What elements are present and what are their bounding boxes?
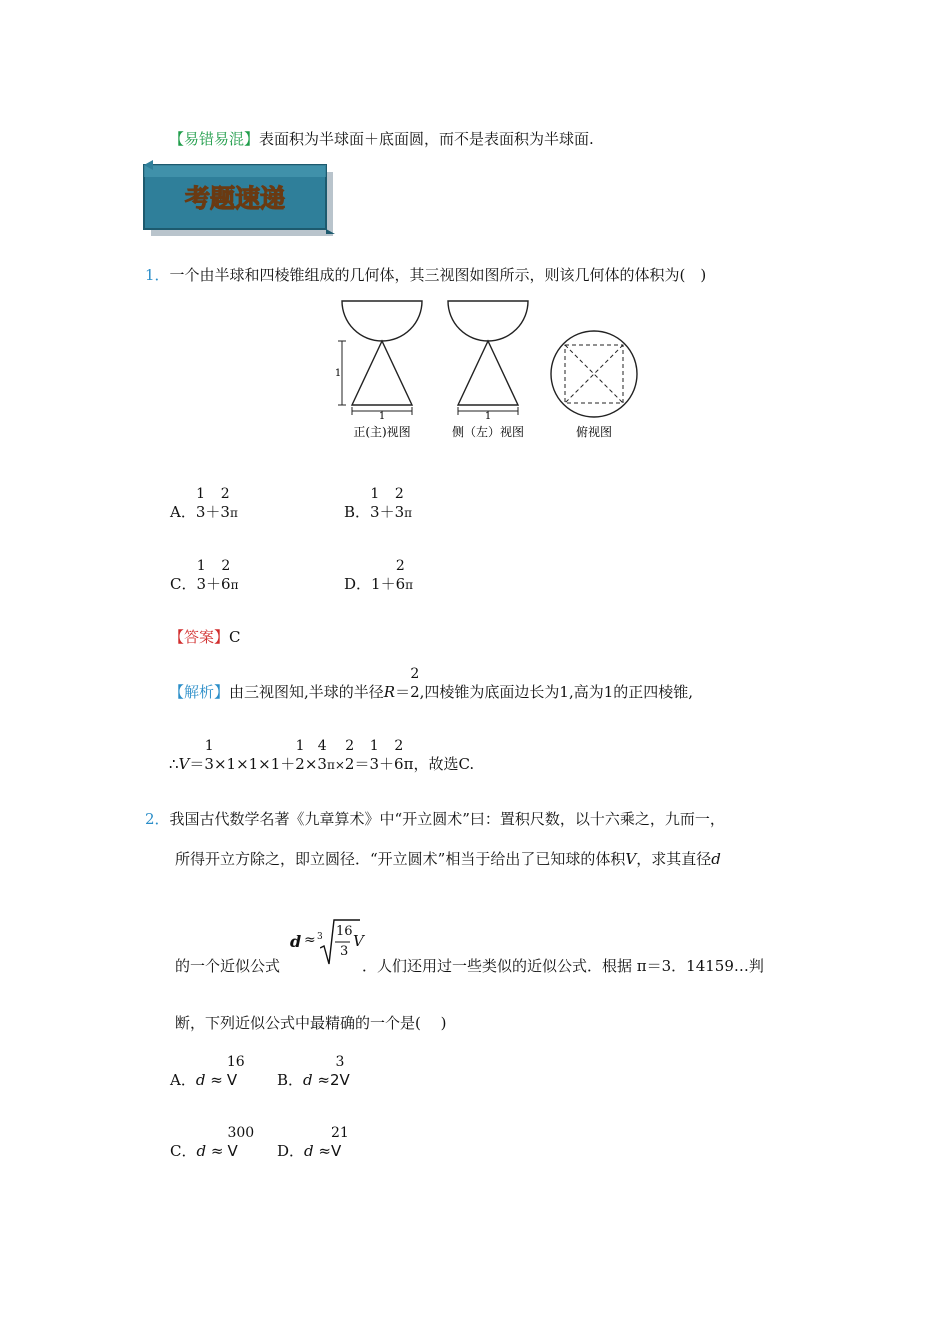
front-view-label: 正(主)视图 [353,425,411,439]
q1-analysis-line1: 【解析】由三视图知,半球的半径R＝ 2 2,四棱锥为底面边长为1,高为1的正四棱锥, [169,666,694,701]
answer-bracket: 【答案】 [169,628,230,646]
analysis-bracket: 【解析】 [169,683,230,701]
side-view-label: 侧（左）视图 [451,425,525,439]
side-width-dim: 1 [484,411,492,422]
q1-option-b[interactable]: B． 1 3＋ 2 3π [344,486,413,521]
q2-line3a: 的一个近似公式 [175,957,281,975]
q1-option-d[interactable]: D．1＋ 2 6π [344,558,414,593]
answer-value: C [229,628,241,646]
three-view-figure [320,293,650,445]
q1-number: 1． [145,266,170,284]
q1-text: 一个由半球和四棱锥组成的几何体，其三视图如图所示，则该几何体的体积为( ) [169,266,707,284]
q2-option-a[interactable]: A．d ≈ 16 V [170,1054,245,1089]
tip-line [169,128,594,149]
q1-option-a[interactable]: A． 1 3＋ 2 3π [170,486,238,521]
q2-number: 2． [145,810,170,828]
q1-option-c[interactable]: C． 1 3＋ 2 6π [170,558,239,593]
top-view-label: 俯视图 [575,425,613,439]
front-view [338,301,422,415]
q2-option-c[interactable]: C．d ≈ 300 V [170,1125,255,1160]
q2-line3b: ．人们还用过一些类似的近似公式．根据 π＝3．14159…判 [362,957,764,975]
q1-stem [145,264,706,285]
front-height-dim: 1 [334,368,342,379]
tip-text: 表面积为半球面＋底面圆，而不是表面积为半球面. [259,130,594,148]
side-view [448,301,528,415]
tip-bracket: 【易错易混】 [169,130,260,148]
section-banner [141,160,336,238]
banner-graphic [141,160,336,238]
q2-line1: 2．我国古代数学名著《九章算术》中“开立圆术”曰：置积尺数，以十六乘之，九而一， [145,810,725,828]
banner-text: 考题速递 [184,184,286,213]
front-width-dim: 1 [378,411,386,422]
q2-line4: 断，下列近似公式中最精确的一个是( ) [175,1014,447,1032]
q2-line2: 所得开立方除之，即立圆径．“开立圆术”相当于给出了已知球的体积V，求其直径d [175,850,721,868]
q1-answer [169,626,241,647]
q2-option-d[interactable]: D．d ≈ 21 V [277,1125,349,1160]
top-view [551,331,637,417]
q1-analysis-line2: ∴V＝ 1 3×1×1×1＋ 1 2× 4 3π× 2 2＝ 1 3＋ 2 6π，故选C. [169,738,475,773]
q2-option-b[interactable]: B．d ≈ 3 2V [277,1054,350,1089]
